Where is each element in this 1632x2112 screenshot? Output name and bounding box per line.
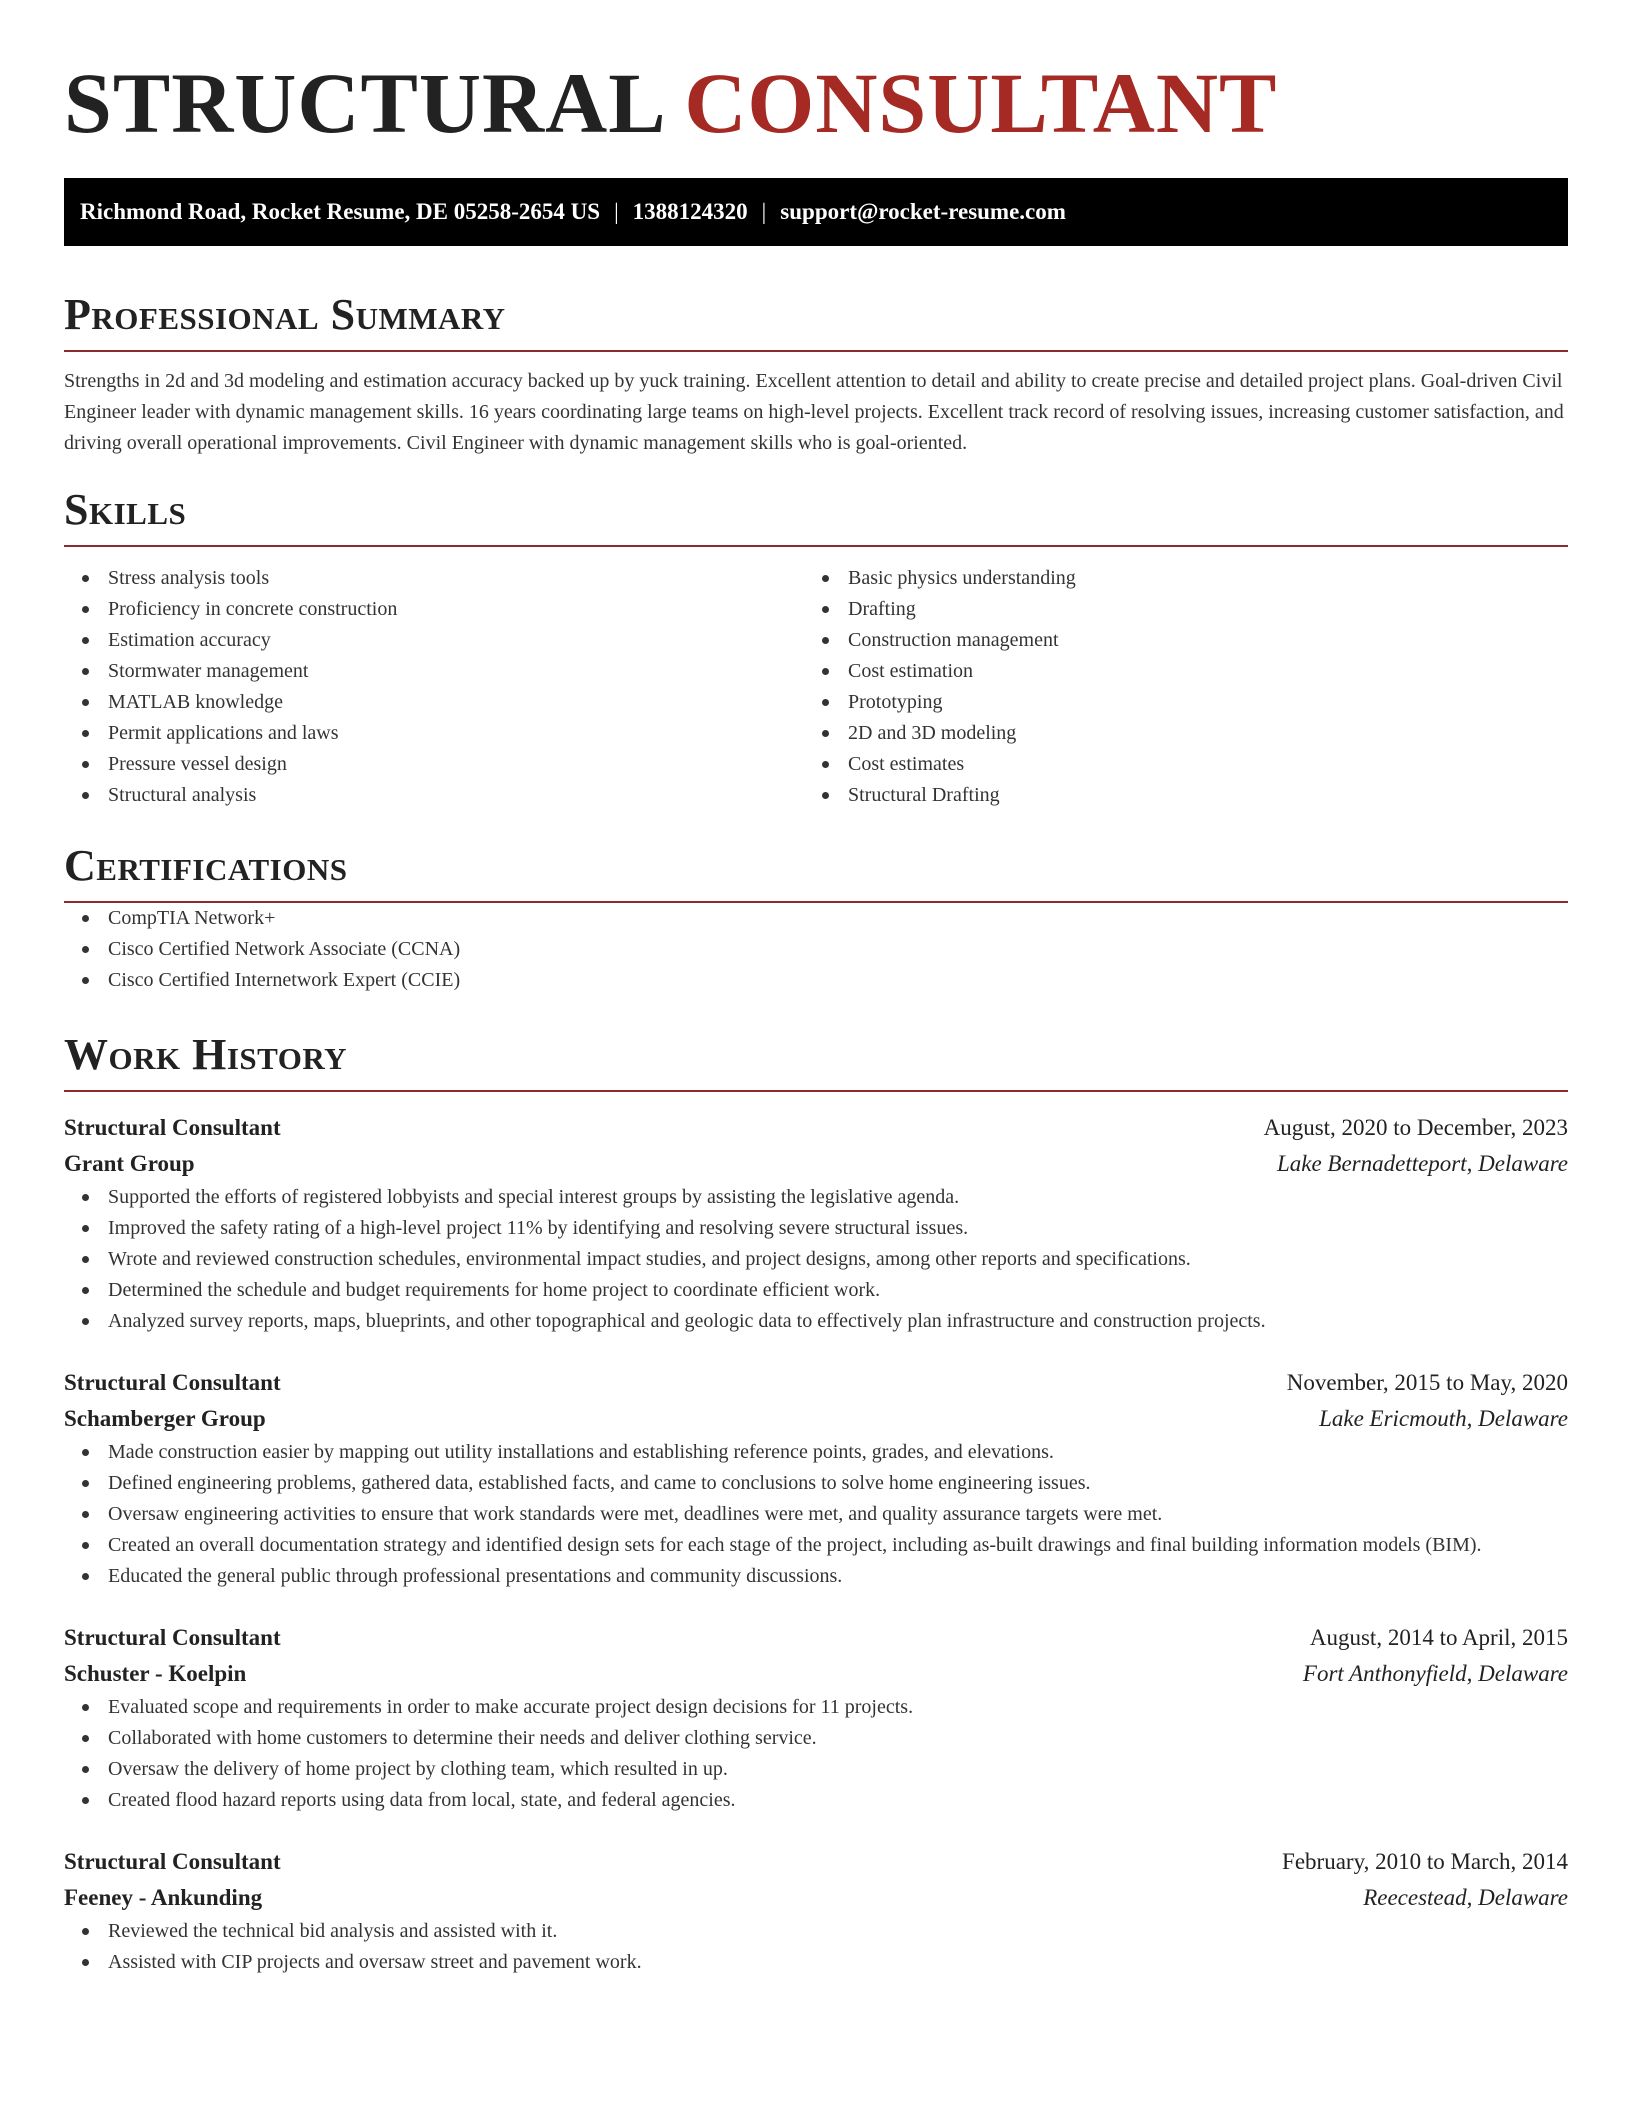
job-bullet: Evaluated scope and requirements in order to make accurate project design decisions for 11 projects. [64, 1692, 1568, 1723]
job-company: Schuster - Koelpin [64, 1661, 247, 1686]
skill-item: Pressure vessel design [64, 749, 804, 780]
skill-item: Structural analysis [64, 780, 804, 811]
job-title: Structural Consultant [64, 1625, 281, 1650]
job-bullet: Reviewed the technical bid analysis and assisted with it. [64, 1916, 1568, 1947]
skill-item: Cost estimation [804, 656, 1544, 687]
job-bullet: Made construction easier by mapping out utility installations and establishing reference points, grades, and elevations. [64, 1437, 1568, 1468]
job-bullets [64, 1692, 1568, 1816]
contact-address: Richmond Road, Rocket Resume, DE 05258-2654 US [80, 199, 601, 224]
job-header-row [64, 1365, 1568, 1401]
job-bullet: Analyzed survey reports, maps, blueprints, and other topographical and geologic data to effectively plan infrastructure and construction projects. [64, 1306, 1568, 1337]
certifications-heading: Certifications [64, 841, 1568, 903]
skills-column-left [64, 563, 804, 811]
job-entry [64, 1365, 1568, 1592]
skill-item: 2D and 3D modeling [804, 718, 1544, 749]
job-entry [64, 1620, 1568, 1816]
job-entry [64, 1844, 1568, 1978]
job-bullets [64, 1437, 1568, 1592]
skill-item: Basic physics understanding [804, 563, 1544, 594]
certification-item: Cisco Certified Network Associate (CCNA) [64, 934, 1568, 965]
job-bullet: Determined the schedule and budget requirements for home project to coordinate efficient work. [64, 1275, 1568, 1306]
skill-item: Structural Drafting [804, 780, 1544, 811]
job-bullet: Wrote and reviewed construction schedules, environmental impact studies, and project designs, among other reports and specifications. [64, 1244, 1568, 1275]
skill-item: Estimation accuracy [64, 625, 804, 656]
skills-columns [64, 563, 1568, 811]
job-header-row [64, 1844, 1568, 1880]
contact-separator: | [761, 199, 767, 224]
contact-phone: 1388124320 [632, 199, 748, 224]
skill-item: Proficiency in concrete construction [64, 594, 804, 625]
resume-name [64, 55, 1568, 151]
job-company-row [64, 1880, 1568, 1916]
skill-item: Construction management [804, 625, 1544, 656]
job-dates: August, 2020 to December, 2023 [1263, 1115, 1568, 1140]
certification-item: CompTIA Network+ [64, 903, 1568, 934]
job-company-row [64, 1146, 1568, 1182]
job-location: Fort Anthonyfield, Delaware [1302, 1661, 1568, 1686]
skill-item: Permit applications and laws [64, 718, 804, 749]
job-bullet: Created flood hazard reports using data from local, state, and federal agencies. [64, 1785, 1568, 1816]
skill-item: MATLAB knowledge [64, 687, 804, 718]
certification-item: Cisco Certified Internetwork Expert (CCIE) [64, 965, 1568, 996]
job-title: Structural Consultant [64, 1849, 281, 1874]
name-first: STRUCTURAL [64, 55, 662, 151]
skill-item: Stress analysis tools [64, 563, 804, 594]
job-bullet: Oversaw the delivery of home project by clothing team, which resulted in up. [64, 1754, 1568, 1785]
contact-separator: | [614, 199, 619, 224]
skill-item: Drafting [804, 594, 1544, 625]
job-bullet: Supported the efforts of registered lobbyists and special interest groups by assisting the legislative agenda. [64, 1182, 1568, 1213]
skills-list-left [64, 563, 804, 811]
job-dates: August, 2014 to April, 2015 [1309, 1625, 1568, 1650]
skills-heading: Skills [64, 485, 1568, 547]
job-header-row [64, 1110, 1568, 1146]
resume-page [64, 0, 1568, 1978]
work-history-heading: Work History [64, 1030, 1568, 1092]
job-bullet: Educated the general public through professional presentations and community discussions. [64, 1561, 1568, 1592]
job-bullet: Assisted with CIP projects and oversaw street and pavement work. [64, 1947, 1568, 1978]
job-dates: February, 2010 to March, 2014 [1282, 1849, 1568, 1874]
job-bullet: Oversaw engineering activities to ensure that work standards were met, deadlines were met, and quality assurance targets were met. [64, 1499, 1568, 1530]
job-bullets [64, 1182, 1568, 1337]
job-title: Structural Consultant [64, 1370, 281, 1395]
job-bullet: Defined engineering problems, gathered data, established facts, and came to conclusions to solve home engineering issues. [64, 1468, 1568, 1499]
job-dates: November, 2015 to May, 2020 [1286, 1370, 1568, 1395]
contact-bar [64, 178, 1568, 246]
skill-item: Stormwater management [64, 656, 804, 687]
skill-item: Prototyping [804, 687, 1544, 718]
job-bullet: Collaborated with home customers to determine their needs and deliver clothing service. [64, 1723, 1568, 1754]
job-location: Lake Ericmouth, Delaware [1319, 1406, 1568, 1431]
job-header-row [64, 1620, 1568, 1656]
job-company: Schamberger Group [64, 1406, 266, 1431]
name-last: CONSULTANT [684, 55, 1278, 151]
job-bullets [64, 1916, 1568, 1978]
job-bullet: Improved the safety rating of a high-level project 11% by identifying and resolving severe structural issues. [64, 1213, 1568, 1244]
summary-heading: Professional Summary [64, 290, 1568, 352]
summary-text: Strengths in 2d and 3d modeling and estimation accuracy backed up by yuck training. Excellent attention to detail and ability to create precise and detailed project plans. Goal-driven Civil Engineer leader with dynamic management skills. 16 years coordinating large teams on high-level projects. Excellent track record of resolving issues, increasing customer satisfaction, and driving overall operational improvements. Civil Engineer with dynamic management skills who is goal-oriented. [64, 370, 1564, 454]
job-title: Structural Consultant [64, 1115, 281, 1140]
job-entry [64, 1110, 1568, 1337]
skills-column-right [804, 563, 1544, 811]
job-company: Grant Group [64, 1151, 195, 1176]
contact-email: support@rocket-resume.com [780, 199, 1066, 224]
skills-list-right [804, 563, 1544, 811]
certifications-list [64, 903, 1568, 996]
job-location: Reecestead, Delaware [1363, 1885, 1568, 1910]
job-location: Lake Bernadetteport, Delaware [1276, 1151, 1568, 1176]
job-company-row [64, 1656, 1568, 1692]
job-company: Feeney - Ankunding [64, 1885, 263, 1910]
job-company-row [64, 1401, 1568, 1437]
skill-item: Cost estimates [804, 749, 1544, 780]
job-bullet: Created an overall documentation strategy and identified design sets for each stage of the project, including as-built drawings and final building information models (BIM). [64, 1530, 1568, 1561]
